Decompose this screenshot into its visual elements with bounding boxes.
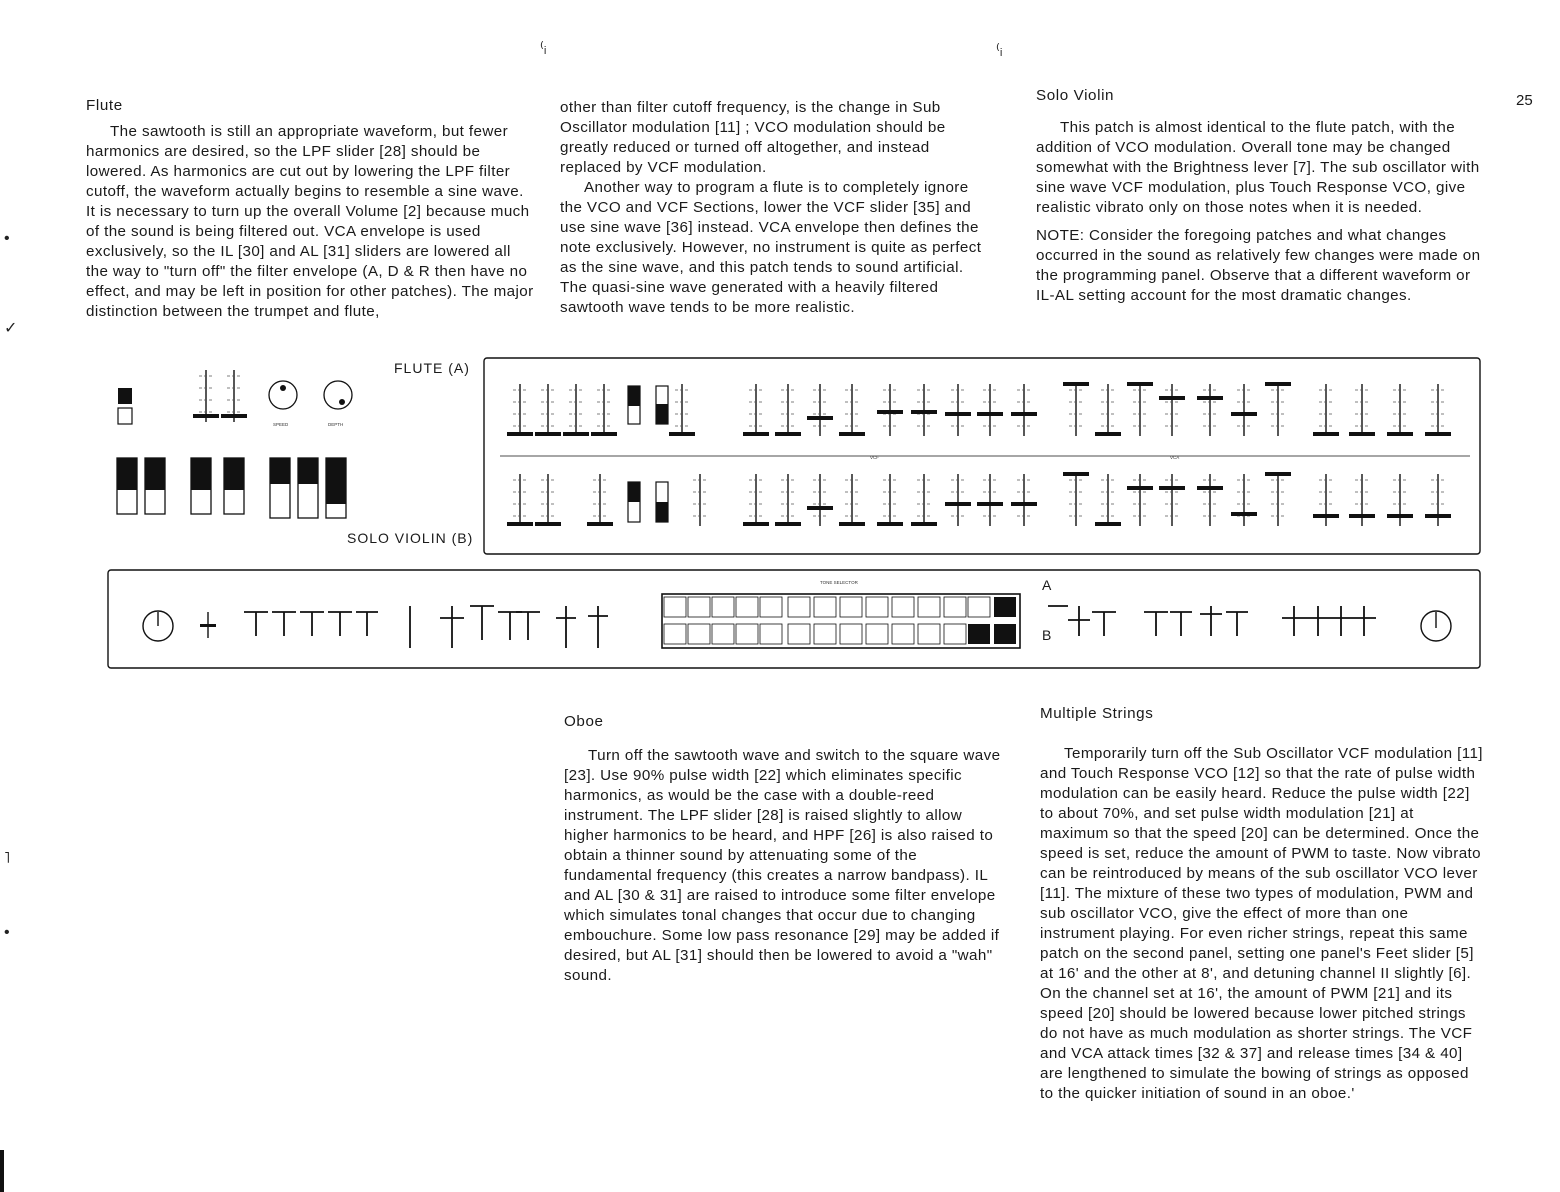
page-number: 25 [1516, 92, 1533, 109]
performance-controls [143, 577, 1451, 648]
scan-mark-left-3: ˥ [4, 850, 11, 867]
scan-mark-left-1: • [4, 230, 10, 247]
scan-mark-left-4: • [4, 924, 10, 941]
scan-mark-left-2: ✓ [4, 320, 18, 337]
scan-mark-top-2: ⁽ᵢ [996, 42, 1003, 59]
multiple-strings-heading: Multiple Strings [1040, 705, 1154, 722]
solo-violin-section [1036, 86, 1488, 306]
flute-paragraph-2: other than filter cutoff frequency, is the change in Sub Oscillator modulation [11] ; VCO modulation should be greatly reduced or turned off altogether, and instead replaced by VCF modulation. [560, 99, 946, 176]
multiple-strings-paragraph: Temporarily turn off the Sub Oscillator VCF modulation [11] and Touch Response VCO [12] so that the rate of pulse width modulation can be easily heard. Reduce the pulse width [22] to about 70%, and set pulse width modulation [21] at maximum so that the speed [20] can be determined. Once the speed is set, reduce the amount of PWM to taste. Now vibrato can be reintroduced by means of the sub oscillator VCO lever [11]. The mixture of these two types of modulation, PWM and sub oscillator VCO, give the effect of more than one instrument playing. For even richer strings, repeat this same patch on the second panel, setting one panel's Feet slider [5] at 16' and the other at 8', and detuning channel II slightly [6]. On the channel set at 16', the amount of PWM [21] and its speed [20] should be lowered because lower pitched strings do not have as much modulation as shorter strings. The VCF and VCA attack times [32 & 37] and release times [34 & 40] are lengthened to simulate the bowing of strings as opposed to the quicker initiation of sound in an oboe.' [1040, 745, 1483, 1102]
depth-label: DEPTH [328, 422, 344, 427]
scan-mark-top-1: ⁽ᵢ [540, 40, 547, 57]
panel-b-label: B [1042, 627, 1053, 643]
flute-slider-row [507, 382, 1451, 436]
flute-continued [560, 98, 992, 318]
vca-label: VCA [1170, 455, 1180, 460]
multiple-strings-section [1040, 704, 1486, 1104]
oboe-heading: Oboe [564, 713, 604, 730]
tone-selector-label: TONE SELECTOR [820, 580, 858, 585]
note-paragraph: NOTE: Consider the foregoing patches and what changes occurred in the sound as relatively few changes were made on the programming panel. Observe that a different waveform or IL-AL setting account for the most dramatic changes. [1036, 227, 1481, 304]
flute-section [86, 96, 534, 322]
flute-heading: Flute [86, 97, 123, 114]
synth-panel-svg [0, 350, 1560, 680]
vcf-label: VCF [870, 455, 879, 460]
panel-a-label: A [1042, 577, 1053, 593]
performance-panel-frame [108, 570, 1480, 668]
solo-violin-b-label: SOLO VIOLIN (B) [347, 530, 474, 546]
violin-slider-row [507, 472, 1451, 526]
synth-panel-diagram [0, 350, 1560, 680]
left-controls [117, 360, 473, 546]
flute-paragraph-3: Another way to program a flute is to completely ignore the VCO and VCF Sections, lower the VCF slider [35] and use sine wave [36] instead. VCA envelope then defines the note exclusively. However, no instrument is quite as perfect as the sine wave, and this patch tends to sound artificial. The quasi-sine wave generated with a heavily filtered sawtooth wave tends to be more realistic. [560, 179, 982, 316]
flute-a-label: FLUTE (A) [394, 360, 470, 376]
oboe-paragraph: Turn off the sawtooth wave and switch to the square wave [23]. Use 90% pulse width [22] which eliminates specific harmonics, as would be the case with a double-reed instrument. The LPF slider [28] is raised slightly to allow higher harmonics to be heard, and HPF [26] is also raised to obtain a thinner sound by attenuating some of the fundamental frequency (this creates a narrow bandpass). IL and AL [30 & 31] are raised to introduce some filter envelope which simulates tonal changes that occur due to changing embouchure. Some low pass resonance [29] may be added if desired, but AL [31] should then be lowered to avoid a "wah" sound. [564, 747, 1001, 984]
oboe-section [564, 712, 1004, 986]
flute-paragraph-1: The sawtooth is still an appropriate waveform, but fewer harmonics are desired, so the LPF slider [28] should be lowered. As harmonics are cut out by lowering the LPF filter cutoff, the waveform actually begins to resemble a sine wave. It is necessary to turn up the overall Volume [2] because much of the sound is being filtered out. VCA envelope is used exclusively, so the IL [30] and AL [31] sliders are lowered all the way to "turn off" the filter envelope (A, D & R then have no effect, and may be left in position for other patches). The major distinction between the trumpet and flute, [86, 123, 534, 320]
speed-label: SPEED [273, 422, 289, 427]
solo-violin-paragraph: This patch is almost identical to the flute patch, with the addition of VCO modulation. Overall tone may be changed somewhat with the Brightness lever [7]. The sub oscillator with sine wave VCF modulation, plus Touch Response VCO, give realistic vibrato only on those notes when it is needed. [1036, 119, 1480, 216]
solo-violin-heading: Solo Violin [1036, 87, 1115, 104]
scan-edge-bar [0, 1150, 4, 1192]
